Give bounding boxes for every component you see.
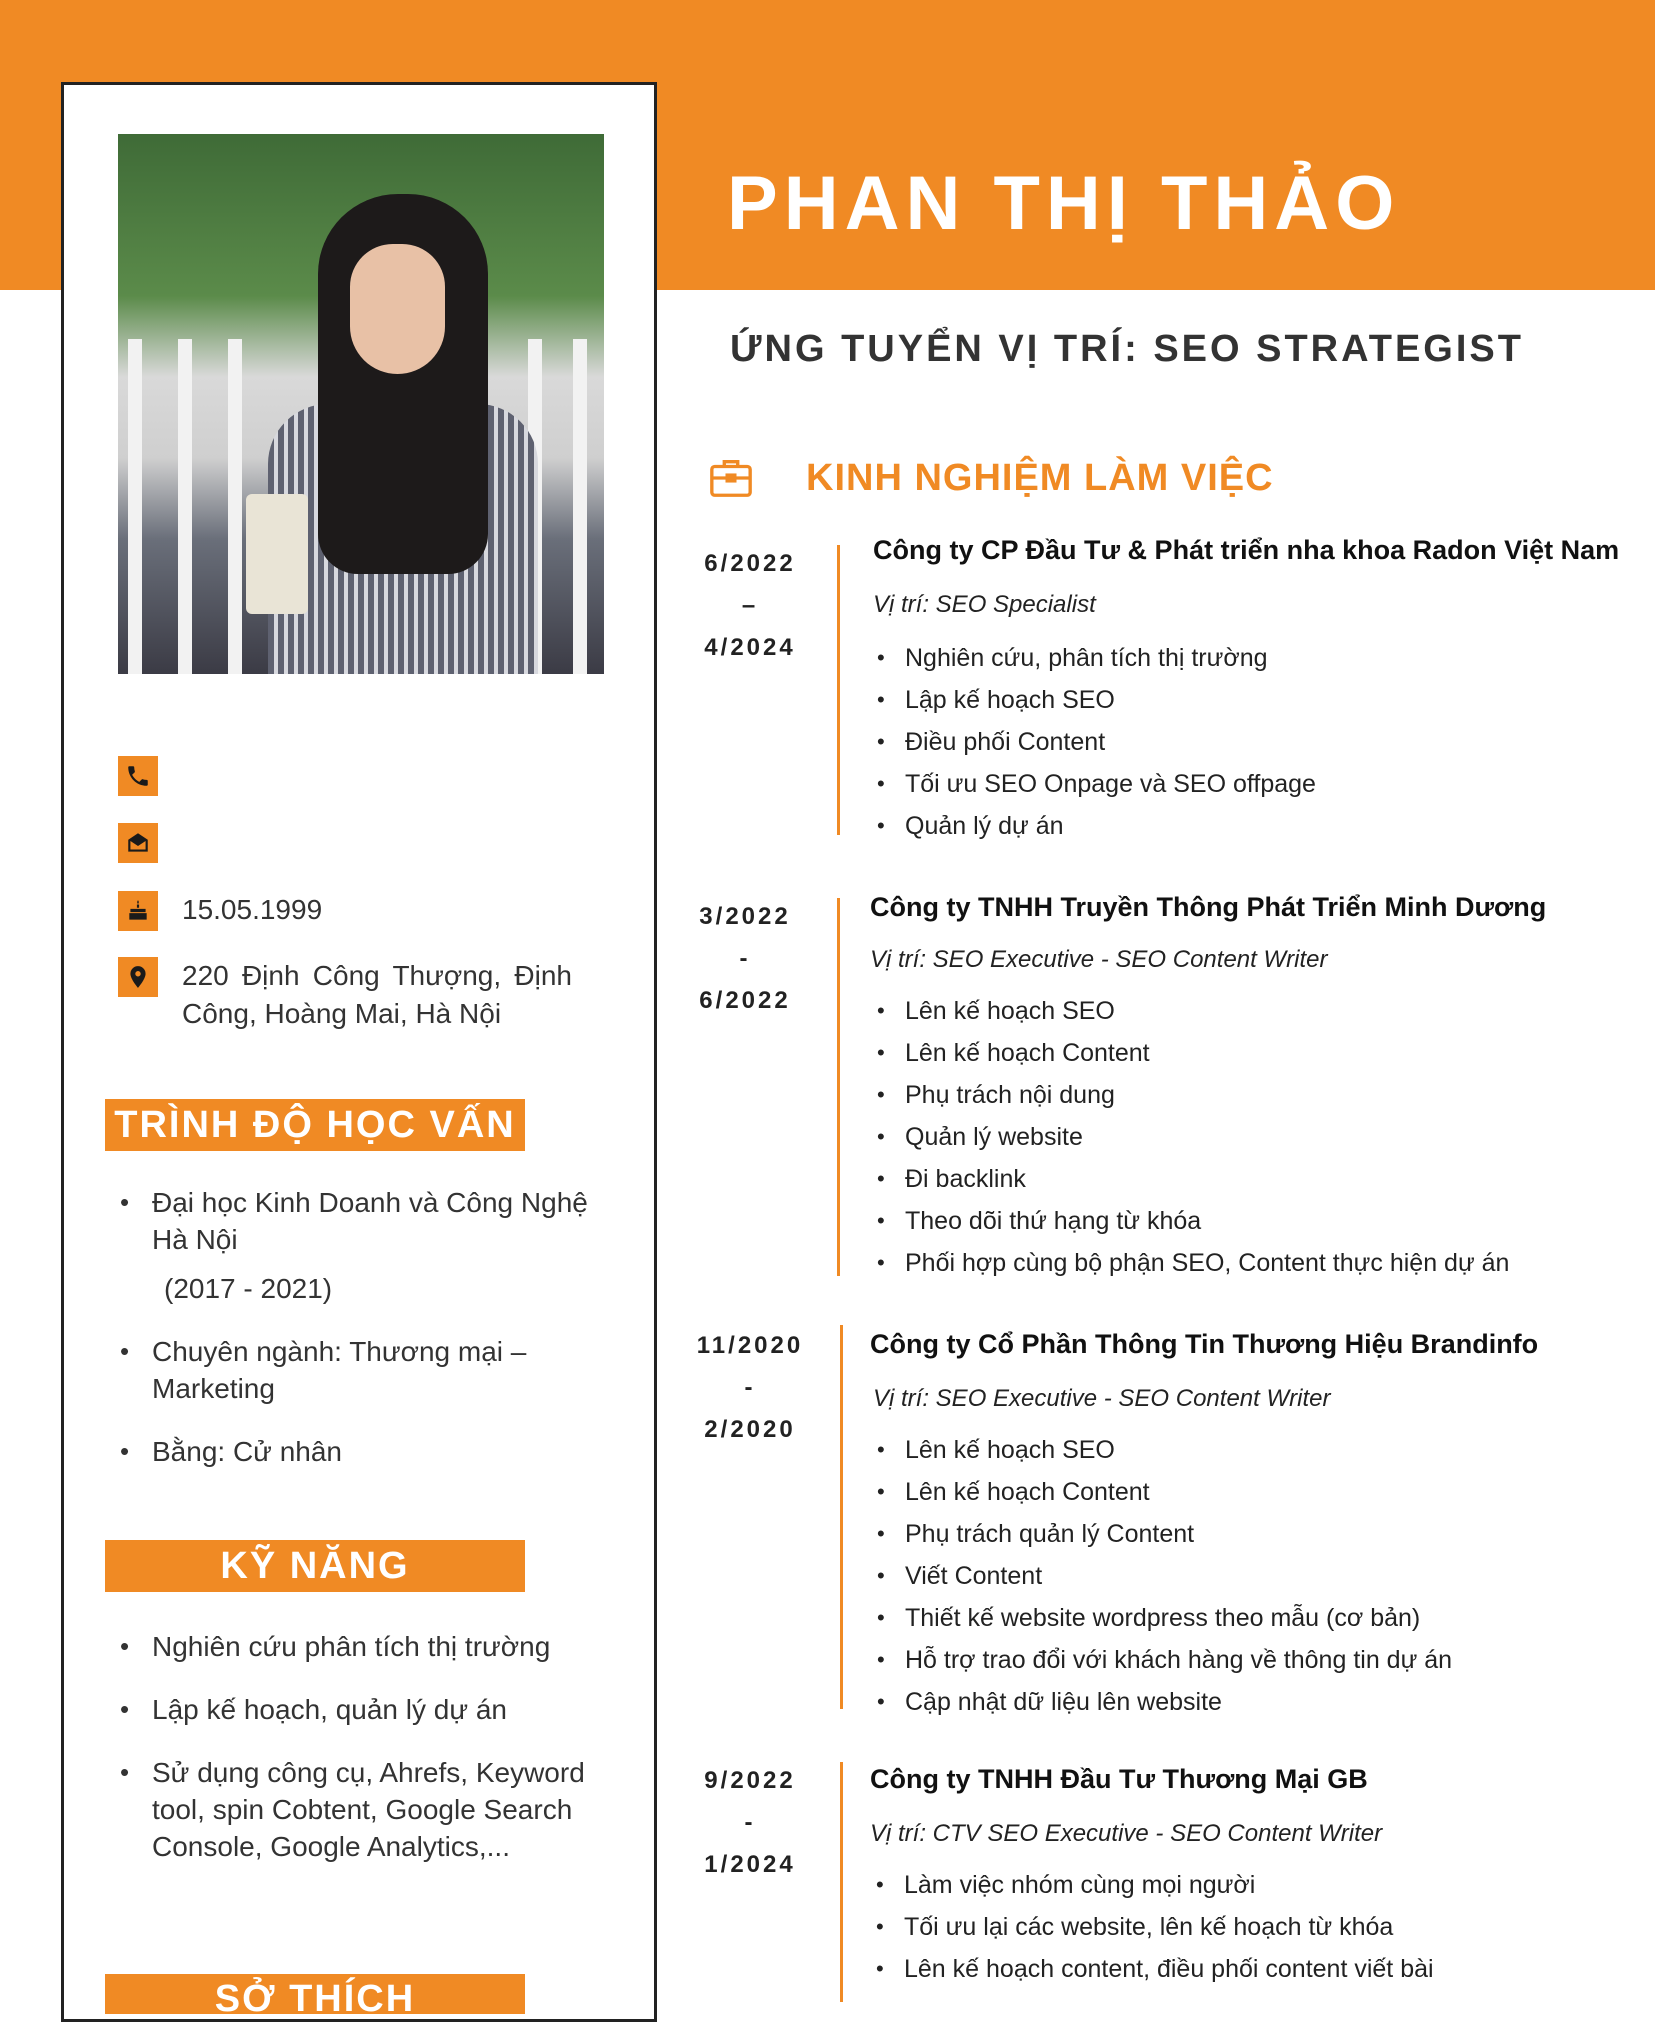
- candidate-name: PHAN THỊ THẢO: [727, 161, 1401, 246]
- list-item: • Bằng: Cử nhân: [120, 1433, 650, 1470]
- list-item: • Hỗ trợ trao đổi với khách hàng về thông tin dự án: [873, 1639, 1452, 1681]
- list-item: • Lên kế hoạch Content: [873, 1471, 1452, 1513]
- task-list: [873, 990, 1509, 1284]
- company-name: Công ty Cổ Phần Thông Tin Thương Hiệu Brandinfo: [870, 1329, 1539, 1359]
- education-heading: TRÌNH ĐỘ HỌC VẤN: [105, 1099, 525, 1151]
- company-name: Công ty TNHH Truyền Thông Phát Triển Minh Dương: [870, 892, 1547, 922]
- task-list: [873, 1429, 1452, 1723]
- experience-heading: KINH NGHIỆM LÀM VIỆC: [708, 455, 1274, 501]
- company-name: Công ty CP Đầu Tư & Phát triển nha khoa Radon Việt Nam: [873, 535, 1620, 565]
- cake-icon: [118, 891, 158, 931]
- profile-photo: [118, 134, 604, 674]
- list-item: • Sử dụng công cụ, Ahrefs, Keyword tool, spin Cobtent, Google Search Console, Google Analytics,...: [120, 1754, 590, 1865]
- list-item: • Theo dõi thứ hạng từ khóa: [873, 1200, 1509, 1242]
- list-item: • Quản lý dự án: [873, 805, 1316, 847]
- job-dates: 3/2022 - 6/2022: [699, 903, 791, 1014]
- education-list: [120, 1184, 650, 1470]
- list-item: • Lên kế hoạch SEO: [873, 1429, 1452, 1471]
- location-pin-icon: [118, 957, 158, 997]
- address-value: 220 Định Công Thượng, Định Công, Hoàng Mai, Hà Nội: [182, 960, 572, 1029]
- list-item: • Lập kế hoạch SEO: [873, 679, 1316, 721]
- list-item: • Phụ trách nội dung: [873, 1074, 1509, 1116]
- briefcase-icon: [708, 455, 754, 501]
- list-item: • Cập nhật dữ liệu lên website: [873, 1681, 1452, 1723]
- list-item: • Nghiên cứu, phân tích thị trường: [873, 637, 1316, 679]
- email-icon: [118, 823, 158, 863]
- list-item: • Lên kế hoạch content, điều phối content viết bài: [872, 1948, 1434, 1990]
- timeline-line: [840, 1325, 843, 1709]
- job-role: Vị trí: SEO Executive - SEO Content Writer: [870, 946, 1328, 973]
- job-role: Vị trí: SEO Executive - SEO Content Writer: [873, 1385, 1331, 1412]
- hobbies-heading: SỞ THÍCH: [105, 1974, 525, 2014]
- job-dates: 11/2020 - 2/2020: [696, 1332, 804, 1443]
- list-item: • Tối ưu SEO Onpage và SEO offpage: [873, 763, 1316, 805]
- contact-phone: [118, 756, 572, 796]
- list-item: • Đi backlink: [873, 1158, 1509, 1200]
- list-item: • Làm việc nhóm cùng mọi người: [872, 1864, 1434, 1906]
- job-role: Vị trí: CTV SEO Executive - SEO Content Writer: [870, 1820, 1383, 1847]
- contact-email: [118, 823, 572, 863]
- skills-heading: KỸ NĂNG: [105, 1540, 525, 1592]
- list-item: • Lên kế hoạch Content: [873, 1032, 1509, 1074]
- contact-birthday: [118, 891, 572, 931]
- timeline-line: [840, 1762, 843, 2002]
- list-item: • Phụ trách quản lý Content: [873, 1513, 1452, 1555]
- list-item: • Đại học Kinh Doanh và Công Nghệ Hà Nội (2017 - 2021): [120, 1184, 592, 1307]
- list-item: • Điều phối Content: [873, 721, 1316, 763]
- job-dates: 9/2022 - 1/2024: [704, 1767, 796, 1878]
- list-item: • Lên kế hoạch SEO: [873, 990, 1509, 1032]
- list-item: • Nghiên cứu phân tích thị trường: [120, 1628, 590, 1665]
- list-item: • Lập kế hoạch, quản lý dự án: [120, 1691, 590, 1728]
- list-item: • Quản lý website: [873, 1116, 1509, 1158]
- skills-list: [120, 1628, 590, 1865]
- company-name: Công ty TNHH Đầu Tư Thương Mại GB: [870, 1764, 1368, 1794]
- list-item: • Tối ưu lại các website, lên kế hoạch từ khóa: [872, 1906, 1434, 1948]
- job-role: Vị trí: SEO Specialist: [873, 591, 1096, 618]
- phone-icon: [118, 756, 158, 796]
- job-dates: 6/2022 – 4/2024: [704, 550, 796, 661]
- timeline-line: [837, 898, 840, 1276]
- task-list: [873, 637, 1316, 847]
- timeline-line: [837, 545, 840, 835]
- list-item: • Thiết kế website wordpress theo mẫu (cơ bản): [873, 1597, 1452, 1639]
- list-item: • Chuyên ngành: Thương mại – Marketing: [120, 1333, 650, 1407]
- task-list: [872, 1864, 1434, 1990]
- birthday-value: 15.05.1999: [182, 894, 323, 925]
- contact-address: [118, 957, 572, 1033]
- list-item: • Viết Content: [873, 1555, 1452, 1597]
- list-item: • Phối hợp cùng bộ phận SEO, Content thực hiện dự án: [873, 1242, 1509, 1284]
- applied-position: ỨNG TUYỂN VỊ TRÍ: SEO STRATEGIST: [730, 328, 1524, 370]
